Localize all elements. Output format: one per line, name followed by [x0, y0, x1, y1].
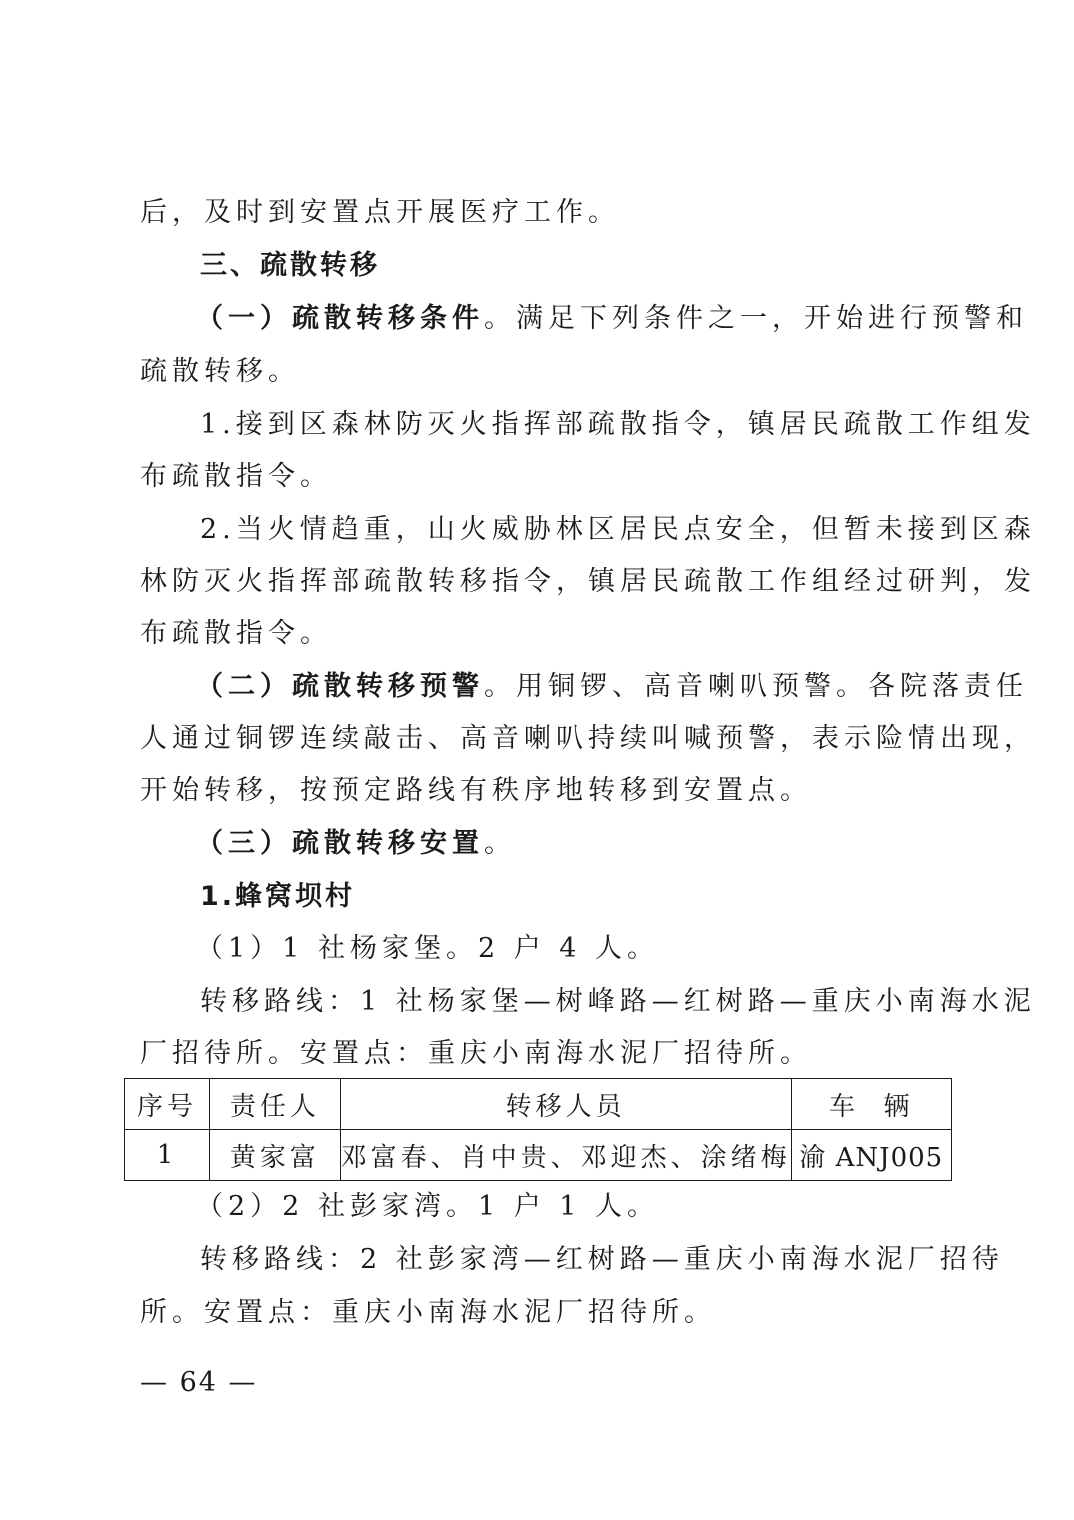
table-header-cell: 转移人员 — [340, 1079, 791, 1130]
subsection-heading: （三）疏散转移安置 — [196, 828, 484, 859]
body-line: 开始转移，按预定路线有秩序地转移到安置点。 — [140, 775, 812, 806]
body-line: 转移路线：1 社杨家堡—树峰路—红树路—重庆小南海水泥 — [200, 986, 1036, 1017]
body-line: 1.接到区森林防灭火指挥部疏散指令，镇居民疏散工作组发 — [200, 409, 1036, 440]
table-header-cell: 责任人 — [210, 1079, 340, 1130]
table-header-cell: 序号 — [125, 1079, 210, 1130]
page-number: — 64 — — [140, 1367, 258, 1398]
subsection-line — [196, 827, 516, 861]
table-cell: 黄家富 — [210, 1130, 340, 1181]
body-line: 2.当火情趋重，山火威胁林区居民点安全，但暂未接到区森 — [200, 514, 1036, 545]
village-heading: 1.蜂窝坝村 — [200, 881, 356, 912]
body-line: 疏散转移。 — [140, 356, 300, 387]
body-line: 林防灭火指挥部疏散转移指令，镇居民疏散工作组经过研判，发 — [140, 566, 1036, 597]
table-header-row — [125, 1079, 952, 1130]
table-cell: 邓富春、肖中贵、邓迎杰、涂绪梅 — [340, 1130, 791, 1181]
body-line: 后，及时到安置点开展医疗工作。 — [140, 197, 620, 228]
section-heading: 三、疏散转移 — [200, 250, 380, 281]
subsection-text: 。用铜锣、高音喇叭预警。各院落责任 — [484, 671, 1028, 702]
subsection-heading: （一）疏散转移条件 — [196, 303, 484, 334]
subsection-line — [196, 302, 1028, 336]
body-line: （2）2 社彭家湾。1 户 1 人。 — [196, 1191, 660, 1222]
evacuation-table — [124, 1078, 952, 1181]
subsection-heading: （二）疏散转移预警 — [196, 671, 484, 702]
body-line: （1）1 社杨家堡。2 户 4 人。 — [196, 933, 660, 964]
body-line: 人通过铜锣连续敲击、高音喇叭持续叫喊预警，表示险情出现， — [140, 723, 1036, 754]
subsection-text: 。满足下列条件之一，开始进行预警和 — [484, 303, 1028, 334]
body-line: 转移路线：2 社彭家湾—红树路—重庆小南海水泥厂招待 — [200, 1244, 1004, 1275]
table-cell: 1 — [125, 1130, 210, 1181]
body-line: 厂招待所。安置点：重庆小南海水泥厂招待所。 — [140, 1038, 812, 1069]
body-line: 布疏散指令。 — [140, 461, 332, 492]
body-line: 所。安置点：重庆小南海水泥厂招待所。 — [140, 1297, 716, 1328]
table-row — [125, 1130, 952, 1181]
subsection-text: 。 — [484, 828, 516, 859]
body-line: 布疏散指令。 — [140, 618, 332, 649]
table-header-cell: 车 辆 — [791, 1079, 951, 1130]
subsection-line — [196, 670, 1028, 704]
table-cell: 渝 ANJ005 — [791, 1130, 951, 1181]
